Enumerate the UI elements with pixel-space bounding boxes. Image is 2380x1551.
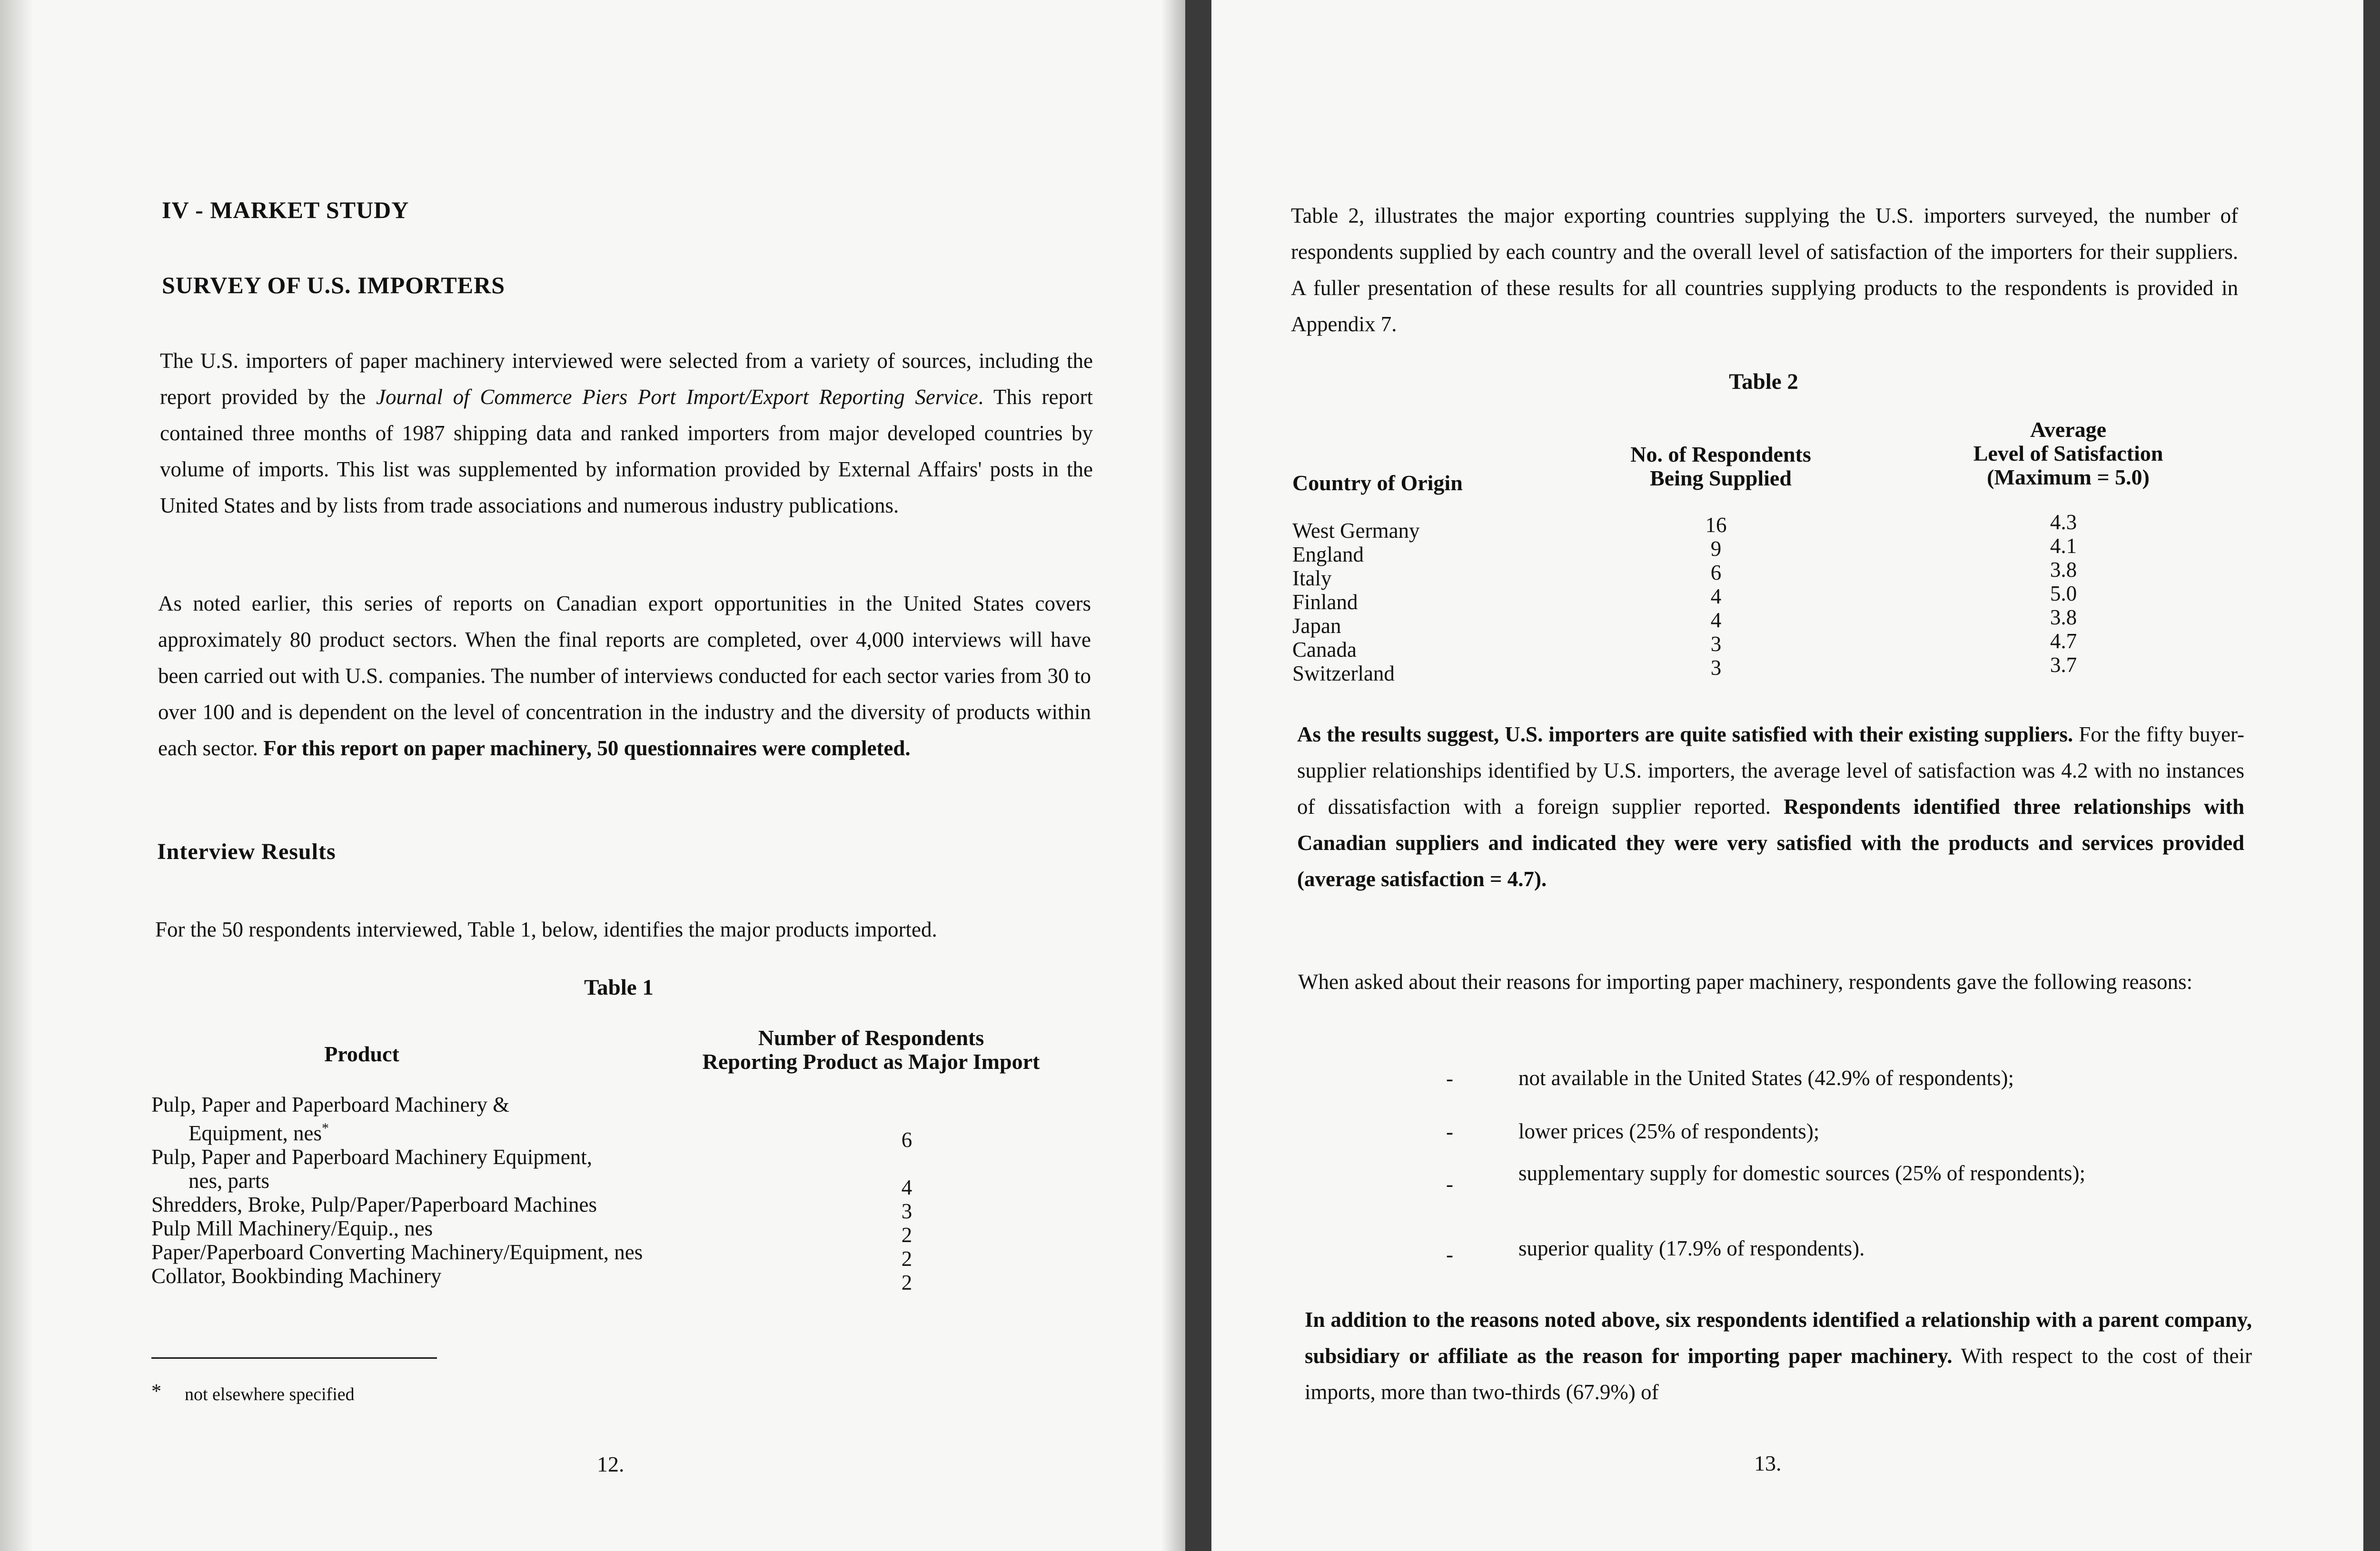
table1-col-count-line1: Number of Respondents [758, 1026, 984, 1050]
paragraph-results-text: For the fifty buyer-supplier relationships identified by U.S. importers, the average level of satisfaction was 4.2 with no instances of dissatisfaction with a foreign supplier reported. [1297, 722, 2245, 819]
table2-satisfaction-3: 3.8 [2050, 558, 2077, 582]
paragraph-table1-intro: For the 50 respondents interviewed, Table 1, below, identifies the major products imported. [155, 918, 937, 941]
table1-value-2: 4 [901, 1176, 912, 1199]
table2-satisfaction-5: 3.8 [2050, 605, 2077, 629]
table2-respondents-column [1687, 513, 1745, 680]
table1-row-5: Paper/Paperboard Converting Machinery/Equipment, nes [151, 1240, 643, 1264]
table1-row-1-line2 [151, 1116, 1008, 1145]
table2-country-2: England [1292, 543, 1364, 566]
footnote-asterisk: * [151, 1381, 161, 1403]
table1-col-product: Product [324, 1042, 399, 1066]
paragraph-reasons-intro: When asked about their reasons for importing paper machinery, respondents gave the following reasons: [1298, 970, 2193, 994]
bullet-dash-2: - [1446, 1120, 1453, 1144]
asterisk-mark: * [321, 1120, 329, 1136]
table2-respondents-3: 6 [1710, 561, 1722, 584]
footnote-rule [151, 1357, 437, 1359]
bullet-item-4: superior quality (17.9% of respondents). [1518, 1236, 1865, 1260]
table2-respondents-1: 16 [1705, 513, 1727, 537]
table2-satisfaction-1: 4.3 [2050, 510, 2077, 534]
table1-value-3: 3 [901, 1199, 912, 1223]
table1-values-rest [885, 1176, 928, 1294]
table2-col-satisfaction [1902, 418, 2235, 489]
right-page [1211, 0, 2363, 1551]
table1-value-4: 2 [901, 1223, 912, 1247]
table2-satisfaction-2: 4.1 [2050, 534, 2077, 558]
table2-respondents-4: 4 [1710, 584, 1722, 608]
gutter-shadow [1161, 0, 1185, 1551]
table1-row-6: Collator, Bookbinding Machinery [151, 1264, 442, 1288]
table1-row-2-line2: nes, parts [188, 1169, 269, 1193]
paragraph-table2-intro: Table 2, illustrates the major exporting countries supplying the U.S. importers surveyed, the number of respondents supplied by each country and the overall level of satisfaction of the importers for their suppliers. A fuller presentation of these results for all countries supplying products to the respondents is provided in Appendix 7. [1291, 204, 2238, 336]
table2-satisfaction-7: 3.7 [2050, 653, 2077, 677]
table2-col-respondents [1578, 443, 1864, 490]
table2-satisfaction-6: 4.7 [2050, 629, 2077, 653]
journal-title: Journal of Commerce Piers Port Import/Export Reporting Service [376, 385, 978, 409]
table2-country-4: Finland [1292, 590, 1358, 614]
table1-value-6: 2 [901, 1271, 912, 1294]
table2-country-7: Switzerland [1292, 662, 1395, 685]
subheading-survey: SURVEY OF U.S. IMPORTERS [162, 272, 506, 298]
paragraph-series-text: As noted earlier, this series of reports on Canadian export opportunities in the United States covers approximately 80 product sectors. When the final reports are completed, over 4,000 interviews will have been carried out with U.S. companies. The number of interviews conducted for each sector varies from 30 to over 100 and is dependent on the level of concentration in the industry and the diversity of products within each sector. [158, 592, 1091, 760]
table2-respondents-5: 4 [1710, 608, 1722, 632]
table2-country-column [1292, 519, 1530, 685]
table1-row-2-line1: Pulp, Paper and Paperboard Machinery Equipment, [151, 1145, 593, 1169]
table2-col-respondents-line2: Being Supplied [1650, 466, 1792, 490]
section-heading: IV - MARKET STUDY [162, 197, 409, 223]
table2-respondents-6: 3 [1710, 632, 1722, 656]
interview-results-heading: Interview Results [157, 839, 336, 864]
page-edge-shadow [0, 0, 33, 1551]
paragraph-results-bold-1: As the results suggest, U.S. importers are quite satisfied with their existing suppliers. [1297, 722, 2073, 746]
table1-value-5: 2 [901, 1247, 912, 1271]
page-number-right: 13. [1754, 1451, 1782, 1475]
table2-col-country: Country of Origin [1292, 471, 1463, 495]
table2-respondents-2: 9 [1710, 537, 1722, 561]
table1-row-3: Shredders, Broke, Pulp/Paper/Paperboard Machines [151, 1193, 597, 1216]
paragraph-series-bold: For this report on paper machinery, 50 questionnaires were completed. [263, 736, 911, 760]
paragraph-series [158, 585, 1091, 766]
bullet-item-2: lower prices (25% of respondents); [1518, 1119, 1820, 1143]
paragraph-sources [160, 343, 1093, 524]
table2-country-5: Japan [1292, 614, 1341, 638]
table1-col-count-header [657, 1026, 1085, 1074]
paragraph-sources-text-2: . This report contained three months of 1987 shipping data and ranked importers from major developed countries by volume of imports. This list was supplemented by information provided by External Affairs' posts in the United States and by lists from trade associations and numerous industry publications. [160, 385, 1093, 517]
bullet-item-3: supplementary supply for domestic sources (25% of respondents); [1518, 1161, 2085, 1185]
bullet-dash-3: - [1446, 1172, 1453, 1196]
paragraph-sources-text-1: The U.S. importers of paper machinery interviewed were selected from a variety of sources, including the report provided by the [160, 349, 1093, 409]
table2-country-3: Italy [1292, 566, 1332, 590]
table2-col-satisfaction-line2: Level of Satisfaction [1973, 441, 2163, 465]
paragraph-affiliates-bold: In addition to the reasons noted above, six respondents identified a relationship with a parent company, subsidiary or affiliate as the reason for importing paper machinery. [1305, 1308, 2252, 1368]
table1-row-1-line1: Pulp, Paper and Paperboard Machinery & [151, 1093, 510, 1116]
page-number-left: 12. [597, 1452, 625, 1476]
table2-title: Table 2 [1729, 369, 1798, 394]
table2-satisfaction-4: 5.0 [2050, 582, 2077, 605]
table2-col-satisfaction-line3: (Maximum = 5.0) [1987, 465, 2150, 489]
paragraph-results-bold-2: Respondents identified three relationships with Canadian suppliers and indicated they were very satisfied with the products and services provided (average satisfaction = 4.7). [1297, 795, 2244, 891]
table1-value-1: 6 [901, 1128, 912, 1152]
table2-col-satisfaction-line1: Average [2030, 417, 2107, 442]
paragraph-results [1297, 716, 2244, 897]
bullet-item-1: not available in the United States (42.9% of respondents); [1518, 1066, 2014, 1090]
table1-row-4: Pulp Mill Machinery/Equip., nes [151, 1216, 433, 1240]
table2-respondents-7: 3 [1710, 656, 1722, 680]
paragraph-affiliates [1305, 1302, 2252, 1410]
bullet-dash-4: - [1446, 1243, 1453, 1266]
table1-row-1-line2-text: Equipment, nes [188, 1121, 322, 1145]
bullet-dash-1: - [1446, 1067, 1453, 1090]
left-page [0, 0, 1185, 1551]
paragraph-affiliates-text: With respect to the cost of their imports, more than two-thirds (67.9%) of [1305, 1344, 2252, 1404]
table2-col-respondents-line1: No. of Respondents [1630, 442, 1811, 466]
table2-country-1: West Germany [1292, 519, 1420, 543]
footnote-text: not elsewhere specified [185, 1384, 355, 1404]
table1-col-count-line2: Reporting Product as Major Import [702, 1049, 1040, 1074]
table1-title: Table 1 [584, 975, 654, 1000]
table2-country-6: Canada [1292, 638, 1357, 662]
table2-satisfaction-column [2030, 510, 2097, 677]
table1-body [151, 1093, 1008, 1288]
